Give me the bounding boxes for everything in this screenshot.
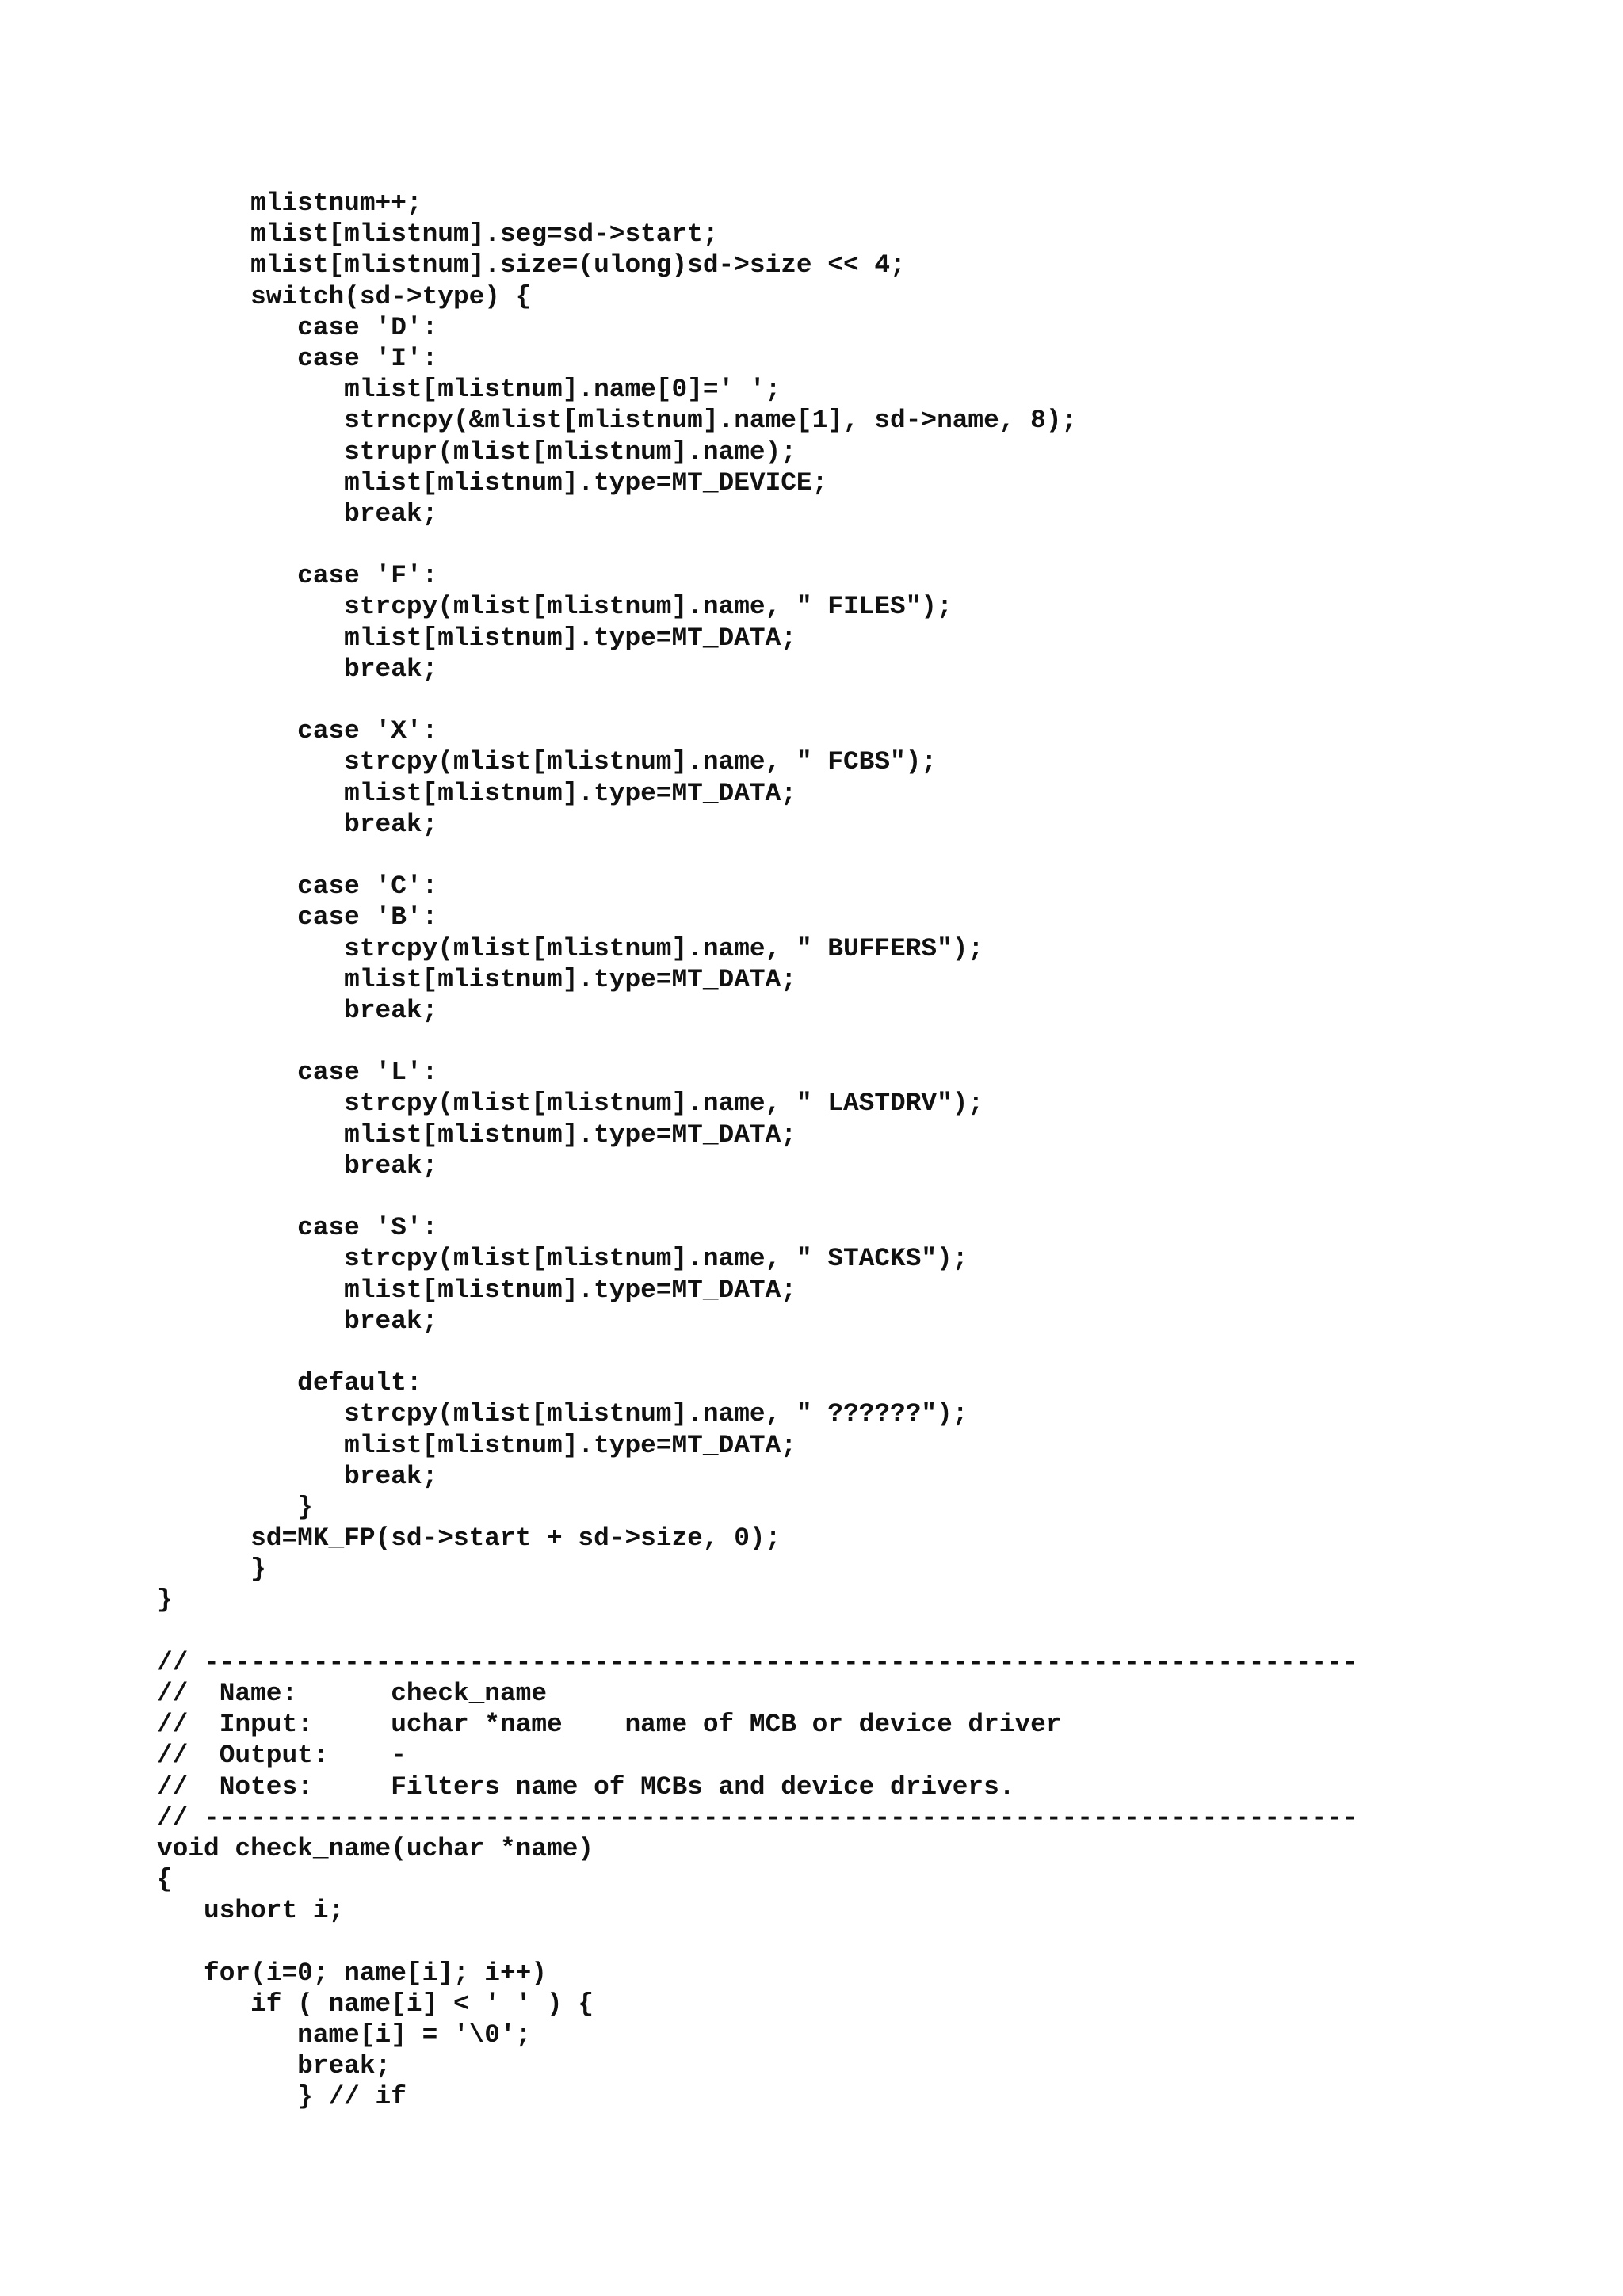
code-line [157, 1616, 1358, 1647]
code-line: mlistnum++; [157, 189, 422, 218]
code-line: strcpy(mlist[mlistnum].name, " ??????"); [157, 1399, 968, 1429]
code-line: if ( name[i] < ' ' ) { [157, 1989, 594, 2019]
code-line: break; [157, 995, 438, 1025]
code-line: // Output: - [157, 1741, 407, 1771]
code-line: mlist[mlistnum].type=MT_DATA; [157, 1275, 796, 1305]
code-line: case 'B': [157, 902, 438, 933]
code-line: strcpy(mlist[mlistnum].name, " LASTDRV"); [157, 1089, 984, 1119]
code-line: strncpy(&mlist[mlistnum].name[1], sd->name, 8); [157, 406, 1078, 436]
code-line: strcpy(mlist[mlistnum].name, " FILES"); [157, 592, 953, 622]
code-line [157, 685, 1358, 715]
code-line: mlist[mlistnum].size=(ulong)sd->size << 4; [157, 250, 906, 280]
code-line: mlist[mlistnum].seg=sd->start; [157, 219, 719, 250]
code-line: mlist[mlistnum].type=MT_DATA; [157, 1119, 796, 1150]
code-line: break; [157, 2051, 391, 2081]
code-line: switch(sd->type) { [157, 281, 532, 311]
code-line: // -------------------------------------------------------------------------- [157, 1802, 1358, 1833]
code-line: break; [157, 1150, 438, 1180]
code-line: // Notes: Filters name of MCBs and device drivers. [157, 1772, 1015, 1802]
code-line: default: [157, 1368, 422, 1398]
code-line: } [157, 1585, 173, 1615]
code-line: case 'F': [157, 561, 438, 591]
code-line [157, 840, 1358, 871]
code-line: void check_name(uchar *name) [157, 1833, 594, 1863]
code-line: mlist[mlistnum].type=MT_DATA; [157, 623, 796, 653]
code-line: break; [157, 1461, 438, 1491]
code-line [157, 1181, 1358, 1212]
code-line: for(i=0; name[i]; i++) [157, 1958, 548, 1988]
code-line: mlist[mlistnum].type=MT_DATA; [157, 964, 796, 994]
code-line: ushort i; [157, 1896, 345, 1926]
code-line [157, 1927, 1358, 1958]
code-line: case 'C': [157, 871, 438, 902]
code-line: { [157, 1865, 173, 1895]
code-line: case 'X': [157, 716, 438, 746]
code-line [157, 1026, 1358, 1057]
code-listing [157, 188, 1358, 2113]
code-line: // Input: uchar *name name of MCB or device driver [157, 1710, 1062, 1740]
code-line: mlist[mlistnum].type=MT_DATA; [157, 1430, 796, 1460]
code-line: break; [157, 1306, 438, 1336]
code-line: name[i] = '\0'; [157, 2020, 532, 2050]
code-line: strcpy(mlist[mlistnum].name, " STACKS"); [157, 1244, 968, 1274]
code-line: } // if [157, 2082, 407, 2112]
code-line: break; [157, 654, 438, 684]
code-line: case 'D': [157, 312, 438, 342]
code-line: case 'I': [157, 343, 438, 373]
code-line: mlist[mlistnum].type=MT_DEVICE; [157, 467, 828, 498]
code-line: case 'L': [157, 1058, 438, 1088]
code-line: break; [157, 498, 438, 528]
code-line [157, 529, 1358, 560]
code-line: strupr(mlist[mlistnum].name); [157, 437, 796, 467]
code-line: } [157, 1554, 266, 1585]
code-line: break; [157, 809, 438, 839]
code-line: mlist[mlistnum].name[0]=' '; [157, 375, 781, 405]
code-line: mlist[mlistnum].type=MT_DATA; [157, 778, 796, 808]
code-line [157, 1337, 1358, 1367]
code-line: // Name: check_name [157, 1679, 548, 1708]
code-line: strcpy(mlist[mlistnum].name, " BUFFERS"); [157, 933, 984, 963]
code-line: case 'S': [157, 1213, 438, 1243]
code-line: sd=MK_FP(sd->start + sd->size, 0); [157, 1524, 781, 1554]
code-line: strcpy(mlist[mlistnum].name, " FCBS"); [157, 747, 938, 777]
code-line: // -------------------------------------------------------------------------- [157, 1647, 1358, 1677]
code-line: } [157, 1492, 313, 1522]
